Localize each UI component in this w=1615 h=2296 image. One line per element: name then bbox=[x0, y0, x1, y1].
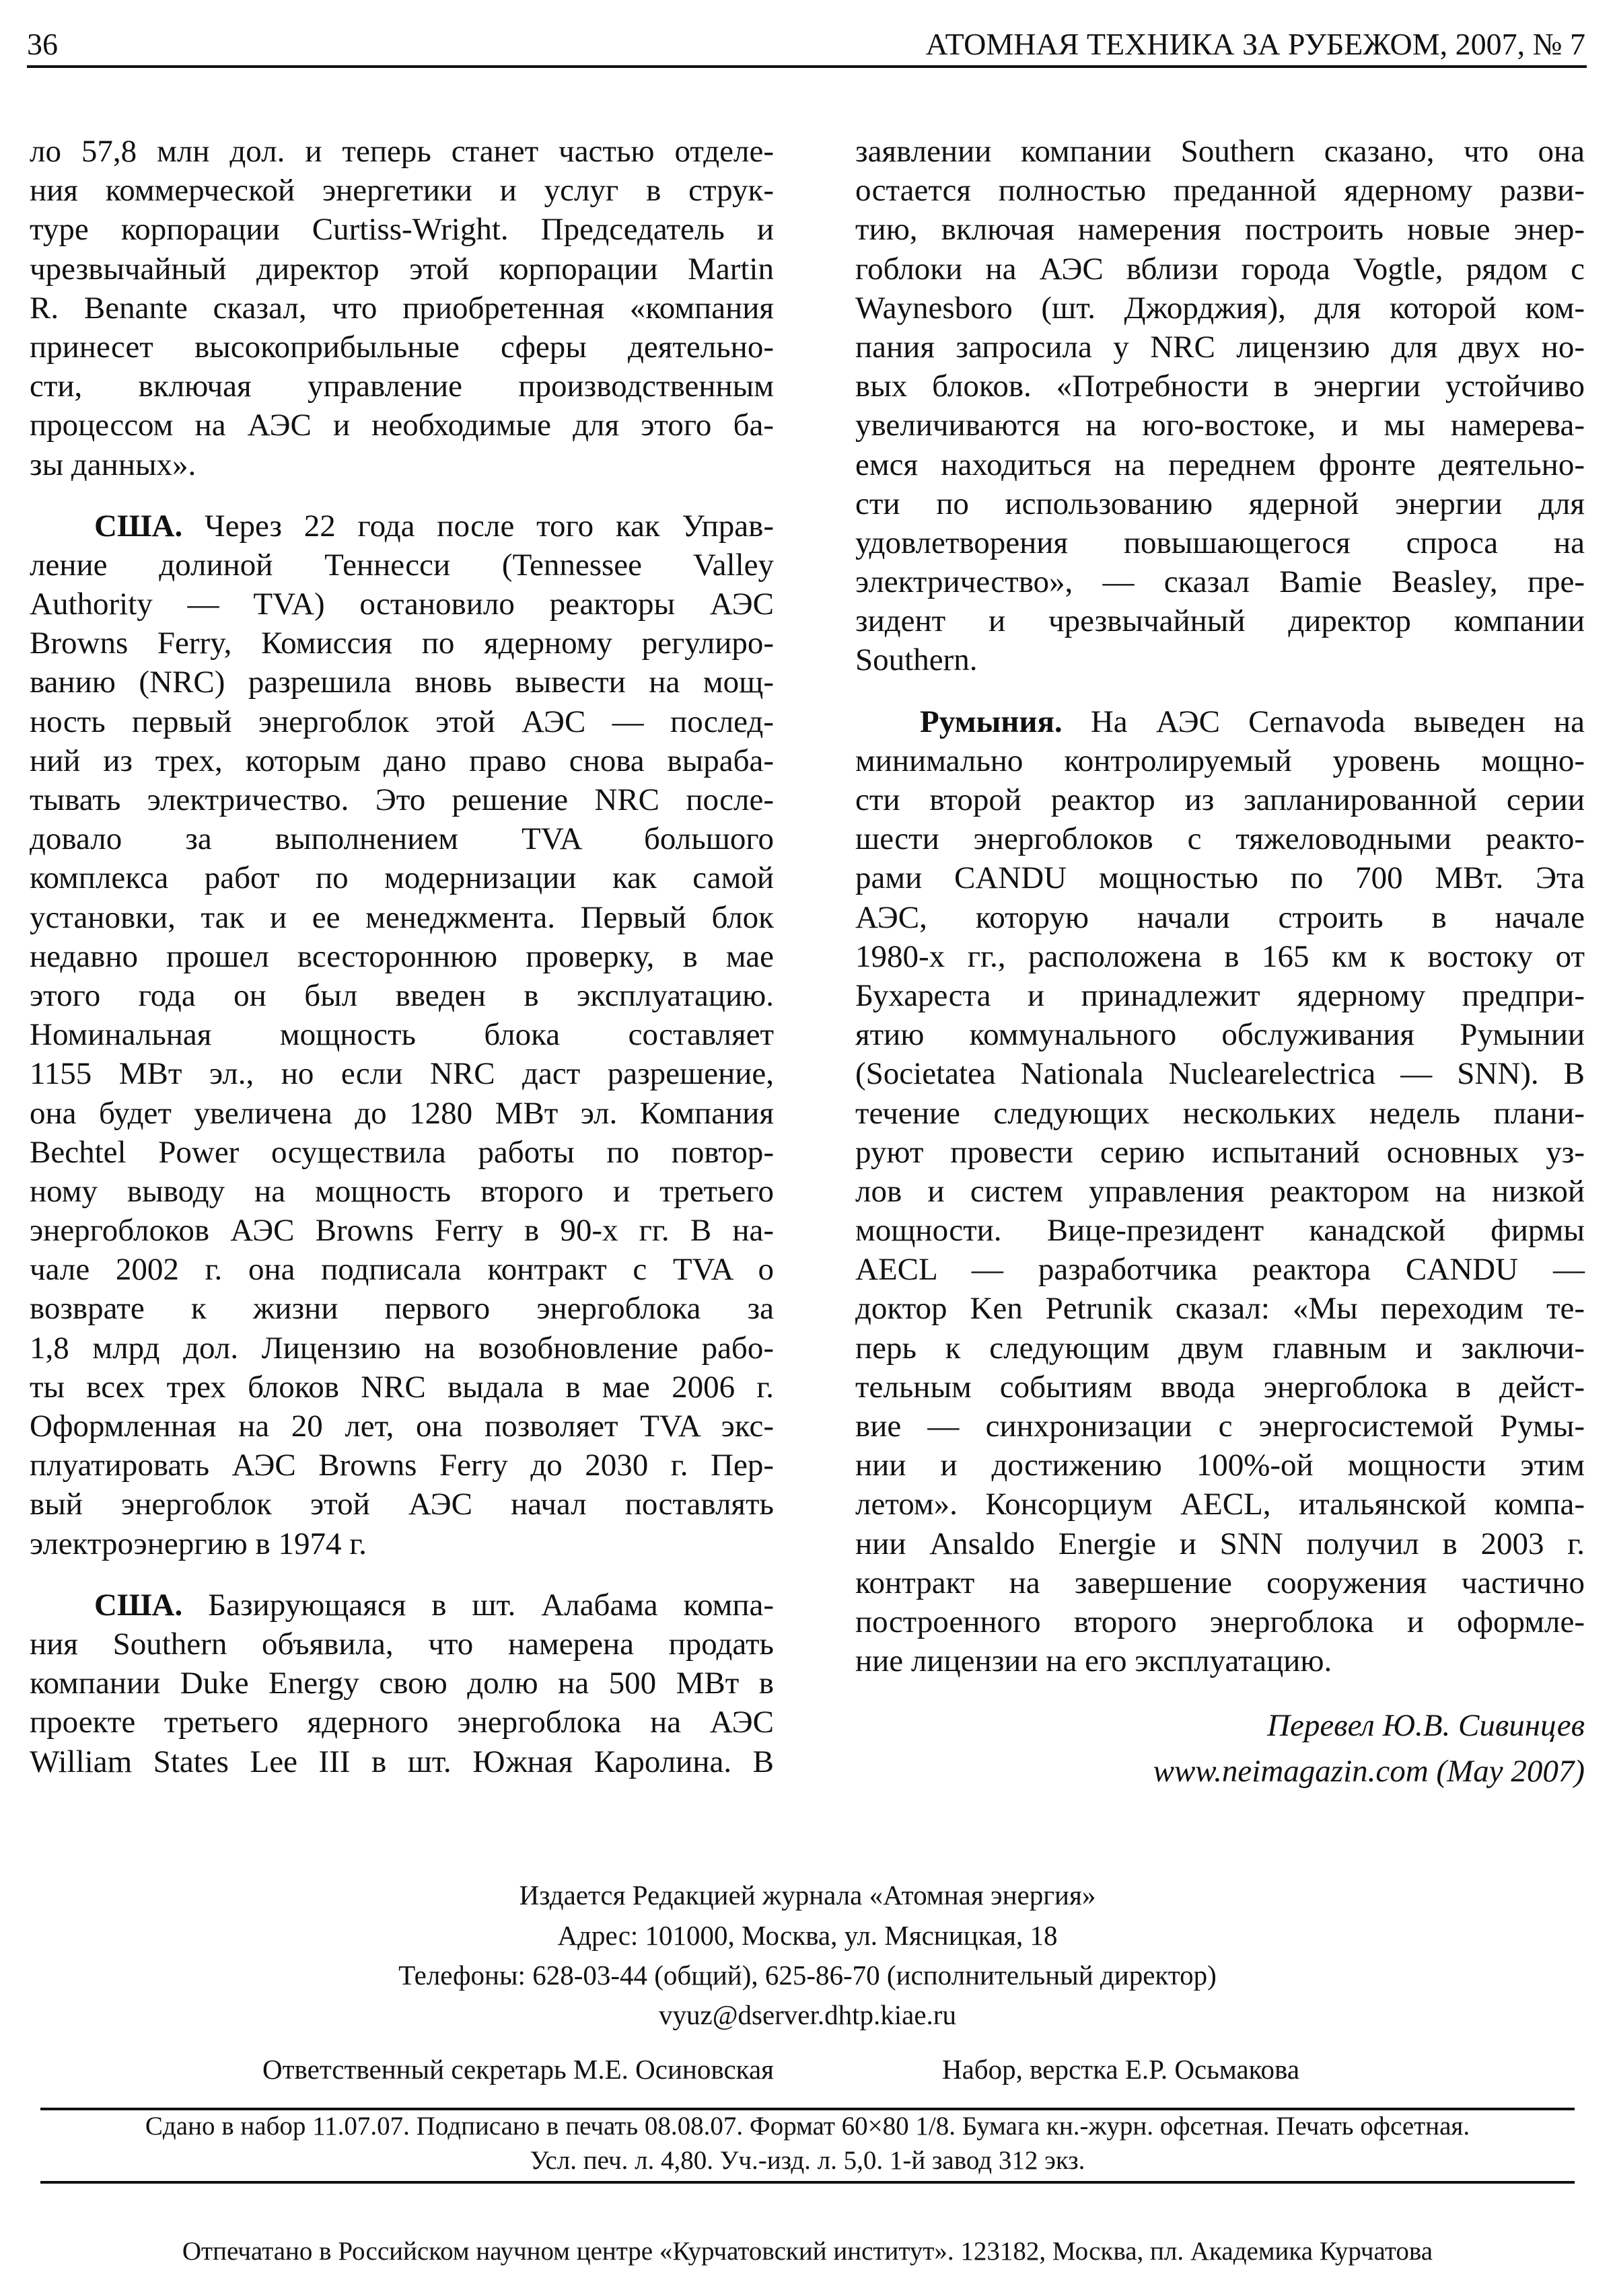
text-line: шести энергоблоков с тяжеловодными реакто- bbox=[855, 821, 1585, 857]
text-line: перь к следующим двум главным и заключи- bbox=[855, 1330, 1585, 1366]
text-line: комплекса работ по модернизации как самой bbox=[30, 860, 774, 896]
text-line: довало за выполнением TVA большого bbox=[30, 821, 774, 857]
text-line: заявлении компании Southern сказано, что она bbox=[855, 134, 1585, 169]
imprint-publisher: Издается Редакцией журнала «Атомная энергия» bbox=[519, 1880, 1096, 1911]
text-line: емся находиться на переднем фронте деятельно- bbox=[855, 447, 1585, 482]
text-line: Bechtel Power осуществила работы по повтор- bbox=[30, 1134, 774, 1170]
page-number: 36 bbox=[27, 27, 58, 61]
line-text: Базирующаяся в шт. Алабама компа- bbox=[182, 1587, 774, 1623]
text-line: ло 57,8 млн дол. и теперь станет частью отделе- bbox=[30, 134, 774, 169]
text-line: сти второй реактор из запланированной серии bbox=[855, 782, 1585, 817]
printer-info: Отпечатано в Российском научном центре «Курчатовский институт». 123182, Москва, пл. Академика Курчатова bbox=[182, 2237, 1433, 2266]
text-line: вие — синхронизации с энергосистемой Румы- bbox=[855, 1409, 1585, 1444]
text-line: увеличиваются на юго-востоке, и мы намерева- bbox=[855, 408, 1585, 443]
text-line: ность первый энергоблок этой АЭС — послед- bbox=[30, 704, 774, 739]
text-line: проекте третьего ядерного энергоблока на АЭС bbox=[30, 1705, 774, 1740]
text-line: чале 2002 г. она подписала контракт с TVA о bbox=[30, 1252, 774, 1288]
imprint-phones: Телефоны: 628-03-44 (общий), 625-86-70 (исполнительный директор) bbox=[398, 1960, 1217, 1991]
imprint-secretary: Ответственный секретарь М.Е. Осиновская bbox=[262, 2054, 775, 2085]
text-line: пания запросила у NRC лицензию для двух но- bbox=[855, 329, 1585, 365]
text-line: тию, включая намерения построить новые энер- bbox=[855, 212, 1585, 248]
text-line: минимально контролируемый уровень мощно- bbox=[855, 743, 1585, 778]
text-line: сти по использованию ядерной энергии для bbox=[855, 486, 1585, 521]
text-line: она будет увеличена до 1280 МВт эл. Компания bbox=[30, 1095, 774, 1131]
left-column bbox=[30, 132, 774, 1804]
text-line: чрезвычайный директор этой корпорации Martin bbox=[30, 251, 774, 287]
text-line bbox=[855, 702, 1585, 741]
text-line: William States Lee III в шт. Южная Каролина. В bbox=[30, 1744, 774, 1779]
text-line: ния Southern объявила, что намерена продать bbox=[30, 1626, 774, 1662]
text-line bbox=[30, 1586, 774, 1625]
text-line: возврате к жизни первого энергоблока за bbox=[30, 1291, 774, 1327]
text-line: процессом на АЭС и необходимые для этого ба- bbox=[30, 408, 774, 443]
text-line: лов и систем управления реактором на низкой bbox=[855, 1173, 1585, 1209]
text-line: удовлетворения повышающегося спроса на bbox=[855, 525, 1585, 560]
text-line: сти, включая управление производственным bbox=[30, 369, 774, 404]
text-line: Оформленная на 20 лет, она позволяет TVA экс- bbox=[30, 1409, 774, 1444]
right-column bbox=[855, 132, 1585, 1794]
text-line: летом». Консорциум AECL, итальянской компа- bbox=[855, 1487, 1585, 1522]
text-line: ятию коммунального обслуживания Румынии bbox=[855, 1017, 1585, 1053]
text-line: рами CANDU мощностью по 700 МВт. Эта bbox=[855, 860, 1585, 896]
text-line: ние лицензии на его эксплуатацию. bbox=[855, 1643, 1332, 1679]
text-line: ний из трех, которым дано право снова выраба- bbox=[30, 743, 774, 778]
text-line: Authority — TVA) остановило реакторы АЭС bbox=[30, 587, 774, 622]
imprint-address: Адрес: 101000, Москва, ул. Мясницкая, 18 bbox=[557, 1920, 1058, 1951]
line-text: Через 22 года после того как Управ- bbox=[182, 508, 774, 544]
text-line: ление долиной Теннесси (Tennessee Valley bbox=[30, 547, 774, 583]
text-line: Номинальная мощность блока составляет bbox=[30, 1017, 774, 1053]
section-lead: Румыния. bbox=[920, 704, 1063, 739]
article-paragraph bbox=[855, 132, 1585, 680]
line-text: На АЭС Cernavoda выведен на bbox=[1062, 704, 1585, 739]
text-line: тельным событиям ввода энергоблока в дейст- bbox=[855, 1369, 1585, 1405]
journal-running-title: АТОМНАЯ ТЕХНИКА ЗА РУБЕЖОМ, 2007, № 7 bbox=[925, 27, 1585, 61]
article-paragraph bbox=[30, 1586, 774, 1781]
text-line: электроэнергию в 1974 г. bbox=[30, 1526, 367, 1561]
text-line: установки, так и ее менеджмента. Первый блок bbox=[30, 899, 774, 935]
text-line: (Societatea Nationala Nuclearelectrica — SNN). В bbox=[855, 1056, 1585, 1092]
text-line: зидент и чрезвычайный директор компании bbox=[855, 603, 1585, 639]
text-line: принесет высокоприбыльные сферы деятельно- bbox=[30, 329, 774, 365]
text-line: 1155 МВт эл., но если NRC даст разрешение, bbox=[30, 1056, 774, 1092]
imprint-email: vyuz@dserver.dhtp.kiae.ru bbox=[659, 1999, 956, 2030]
text-line: AECL — разработчика реактора CANDU — bbox=[855, 1252, 1585, 1288]
text-line: плуатировать АЭС Browns Ferry до 2030 г. Пер- bbox=[30, 1448, 774, 1483]
text-line: ты всех трех блоков NRC выдала в мае 2006 г. bbox=[30, 1369, 774, 1405]
article-paragraph bbox=[855, 702, 1585, 1681]
text-line: зы данных». bbox=[30, 447, 196, 482]
text-line: ванию (NRC) разрешила вновь вывести на мощ- bbox=[30, 665, 774, 700]
imprint-layout: Набор, верстка Е.Р. Осьмакова bbox=[942, 2054, 1300, 2085]
text-line: компании Duke Energy свою долю на 500 МВт в bbox=[30, 1666, 774, 1701]
text-line: 1980-х гг., расположена в 165 км к востоку от bbox=[855, 938, 1585, 974]
section-lead: США. bbox=[94, 1587, 183, 1623]
article-paragraph bbox=[30, 507, 774, 1563]
text-line: R. Benante сказал, что приобретенная «компания bbox=[30, 290, 774, 326]
text-line bbox=[30, 507, 774, 546]
text-line: гоблоки на АЭС вблизи города Vogtle, рядом с bbox=[855, 251, 1585, 287]
text-line: ному выводу на мощность второго и третьего bbox=[30, 1173, 774, 1209]
text-line: туре корпорации Curtiss-Wright. Председатель и bbox=[30, 212, 774, 248]
text-line: вый энергоблок этой АЭС начал поставлять bbox=[30, 1487, 774, 1522]
print-info-line-1: Сдано в набор 11.07.07. Подписано в печать 08.08.07. Формат 60×80 1/8. Бумага кн.-журн. офсетная. Печать офсетная. bbox=[145, 2112, 1470, 2141]
text-line: нии Ansaldo Energie и SNN получил в 2003 г. bbox=[855, 1526, 1585, 1561]
text-line: этого года он был введен в эксплуатацию. bbox=[30, 977, 774, 1013]
text-line: Бухареста и принадлежит ядерному предпри- bbox=[855, 977, 1585, 1013]
text-line: остается полностью преданной ядерному разви- bbox=[855, 173, 1585, 209]
text-line: контракт на завершение сооружения частично bbox=[855, 1565, 1585, 1600]
section-lead: США. bbox=[94, 508, 183, 544]
text-line: Browns Ferry, Комиссия по ядерному регулиро- bbox=[30, 626, 774, 661]
source-credit[interactable]: www.neimagazin.com (May 2007) bbox=[1153, 1754, 1585, 1789]
text-line: ния коммерческой энергетики и услуг в струк- bbox=[30, 173, 774, 209]
text-line: доктор Ken Petrunik сказал: «Мы переходим те- bbox=[855, 1291, 1585, 1327]
text-line: энергоблоков АЭС Browns Ferry в 90-х гг. В на- bbox=[30, 1213, 774, 1249]
text-line: руют провести серию испытаний основных уз- bbox=[855, 1134, 1585, 1170]
text-line: мощности. Вице-президент канадской фирмы bbox=[855, 1213, 1585, 1249]
print-info-line-2: Усл. печ. л. 4,80. Уч.-изд. л. 5,0. 1-й завод 312 экз. bbox=[530, 2146, 1085, 2175]
text-line: тывать электричество. Это решение NRC после- bbox=[30, 782, 774, 817]
text-line: Waynesboro (шт. Джорджия), для которой ком- bbox=[855, 290, 1585, 326]
text-line: АЭС, которую начали строить в начале bbox=[855, 899, 1585, 935]
text-line: Southern. bbox=[855, 642, 978, 678]
header-rule bbox=[27, 65, 1587, 68]
text-line: построенного второго энергоблока и оформле- bbox=[855, 1604, 1585, 1639]
text-line: вых блоков. «Потребности в энергии устойчиво bbox=[855, 369, 1585, 404]
translator-credit: Перевел Ю.В. Сивинцев bbox=[1267, 1708, 1585, 1744]
text-line: электричество», — сказал Bamie Beasley, пре- bbox=[855, 564, 1585, 600]
article-paragraph bbox=[30, 132, 774, 484]
text-line: недавно прошел всестороннюю проверку, в мае bbox=[30, 938, 774, 974]
text-line: 1,8 млрд дол. Лицензию на возобновление рабо- bbox=[30, 1330, 774, 1366]
imprint-rule-bottom bbox=[40, 2181, 1575, 2184]
text-line: течение следующих нескольких недель плани- bbox=[855, 1095, 1585, 1131]
text-line: нии и достижению 100%-ой мощности этим bbox=[855, 1448, 1585, 1483]
